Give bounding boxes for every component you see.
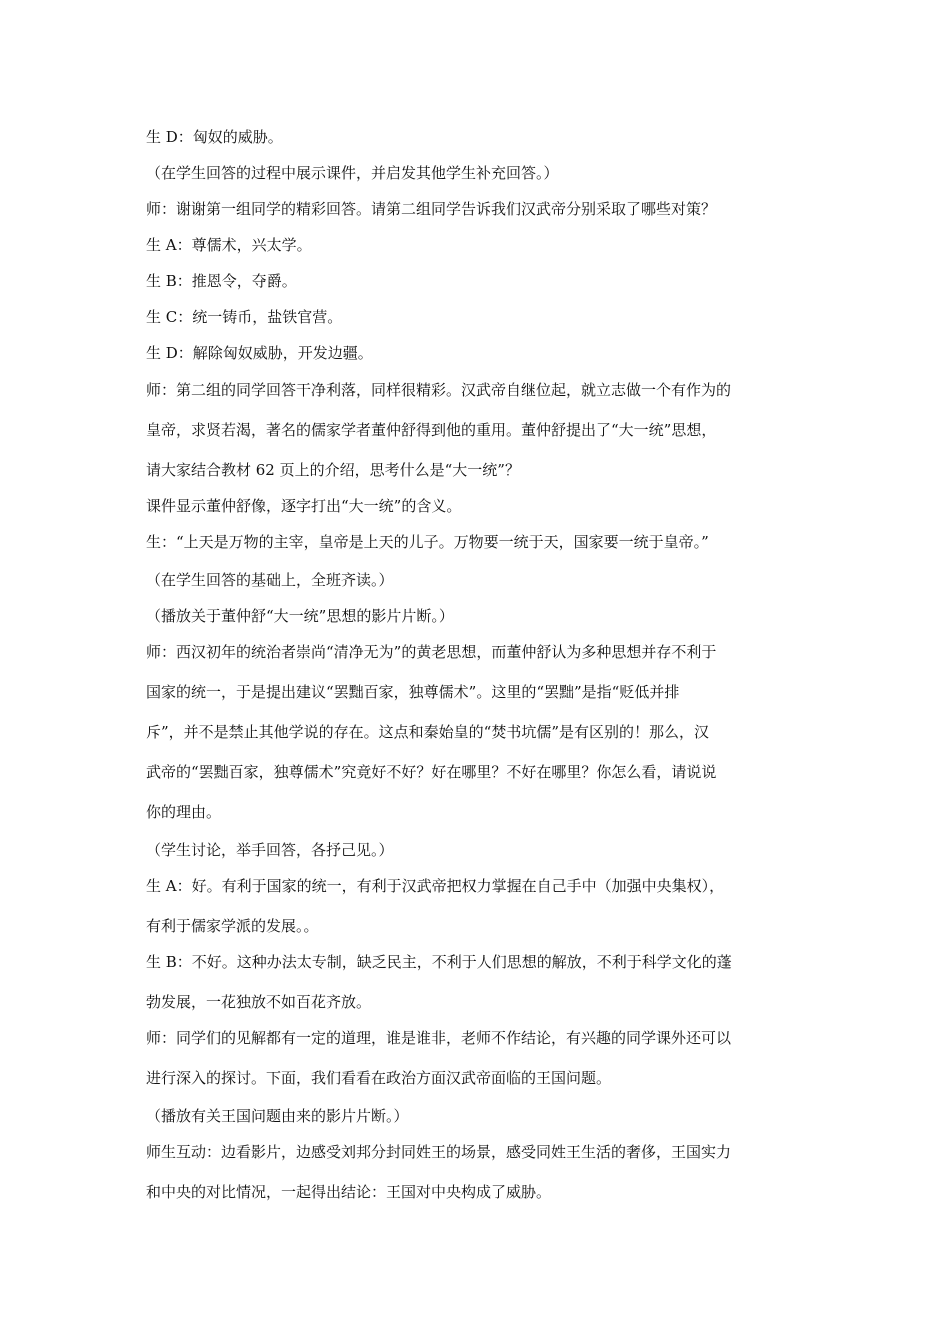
text-line: 生 B：推恩令，夺爵。 [146, 272, 297, 290]
text-line: 师：谢谢第一组同学的精彩回答。请第二组同学告诉我们汉武帝分别采取了哪些对策？ [146, 200, 717, 218]
text-line: 师：同学们的见解都有一定的道理，谁是谁非，老师不作结论，有兴趣的同学课外还可以 [146, 1029, 732, 1047]
text-line: 皇帝，求贤若渴，著名的儒家学者董仲舒得到他的重用。董仲舒提出了“大一统”思想， [146, 421, 717, 439]
text-line: 课件显示董仲舒像，逐字打出“大一统”的含义。 [146, 497, 462, 515]
text-line: 生 D：匈奴的威胁。 [146, 128, 283, 146]
text-line: （学生讨论，举手回答，各抒己见。） [146, 841, 394, 859]
text-line: （播放有关王国问题由来的影片片断。） [146, 1107, 409, 1125]
text-line: （在学生回答的过程中展示课件，并启发其他学生补充回答。） [146, 164, 559, 182]
text-line: 生 D：解除匈奴威胁，开发边疆。 [146, 344, 373, 362]
text-line: 武帝的“罢黜百家，独尊儒术”究竟好不好？好在哪里？不好在哪里？你怎么看，请说说 [146, 763, 717, 781]
text-line: 斥”，并不是禁止其他学说的存在。这点和秦始皇的“焚书坑儒”是有区别的！那么，汉 [146, 723, 710, 741]
text-line: 生 C：统一铸币，盐铁官营。 [146, 308, 343, 326]
text-line: 有利于儒家学派的发展。。 [146, 917, 319, 935]
text-line: 进行深入的探讨。下面，我们看看在政治方面汉武帝面临的王国问题。 [146, 1069, 612, 1087]
text-line: 师生互动：边看影片，边感受刘邦分封同姓王的场景，感受同姓王生活的奢侈，王国实力 [146, 1143, 732, 1161]
text-line: （播放关于董仲舒“大一统”思想的影片片断。） [146, 607, 454, 625]
text-line: 请大家结合教材 62 页上的介绍，思考什么是“大一统”？ [146, 461, 520, 479]
text-line: 生：“上天是万物的主宰，皇帝是上天的儿子。万物要一统于天，国家要一统于皇帝。” [146, 533, 709, 551]
text-line: 生 A：尊儒术，兴太学。 [146, 236, 312, 254]
text-line: 生 B：不好。这种办法太专制，缺乏民主，不利于人们思想的解放，不利于科学文化的蓬 [146, 953, 732, 971]
text-line: 国家的统一，于是提出建议“罢黜百家，独尊儒术”。这里的“罢黜”是指“贬低并排 [146, 683, 680, 701]
text-line: （在学生回答的基础上，全班齐读。） [146, 571, 394, 589]
text-line: 勃发展，一花独放不如百花齐放。 [146, 993, 372, 1011]
text-line: 和中央的对比情况，一起得出结论：王国对中央构成了威胁。 [146, 1183, 552, 1201]
text-line: 你的理由。 [146, 803, 222, 821]
text-line: 师：西汉初年的统治者崇尚“清净无为”的黄老思想，而董仲舒认为多种思想并存不利于 [146, 643, 717, 661]
text-line: 生 A：好。有利于国家的统一，有利于汉武帝把权力掌握在自己手中（加强中央集权）， [146, 877, 725, 895]
text-line: 师：第二组的同学回答干净利落，同样很精彩。汉武帝自继位起，就立志做一个有作为的 [146, 381, 732, 399]
